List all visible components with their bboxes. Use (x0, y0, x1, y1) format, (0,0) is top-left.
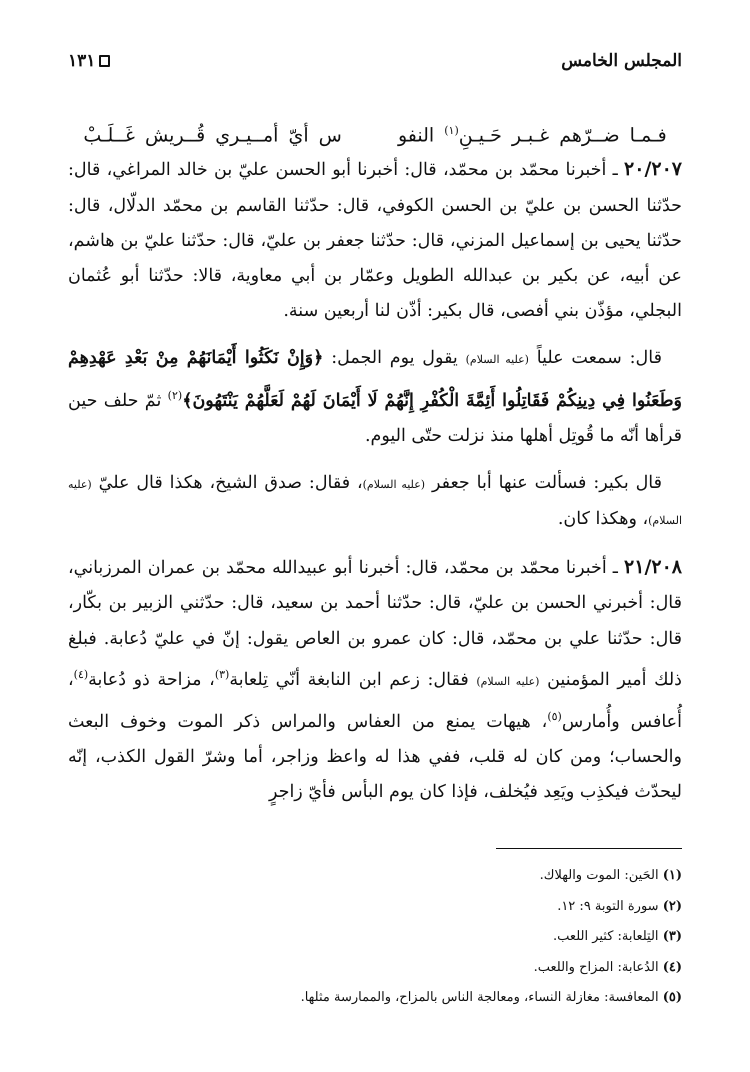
paragraph-quran (68, 341, 682, 453)
footnote-5: (٥) المعافسة: مغازلة النساء، ومعالجة الناس بالمزاح، والممارسة مثلها. (300, 990, 682, 1006)
paragraph-bukayr (68, 466, 682, 538)
poetry-verse (68, 114, 682, 152)
footnotes (68, 861, 682, 1014)
footnote-4: (٤) الدُعابة: المزاح واللعب. (533, 959, 682, 975)
blessing-text: (عليه السلام) (465, 353, 529, 367)
blessing-text: (عليه السلام) (362, 477, 426, 491)
hadith-text: ، أُعافس وأُمارس (68, 669, 682, 732)
footnote-marker: (٣) (214, 667, 230, 681)
para-text: ثمّ حلف حين قرأها أنّه ما قُوتِل أهلها منذ نزلت حتّى اليوم. (68, 390, 682, 446)
footnote-marker: (٢) (167, 388, 183, 402)
para-text: قال بكير: فسألت عنها أبا جعفر (431, 472, 662, 493)
hadith-number: ٢١/٢٠٨ (624, 556, 682, 579)
page-header (68, 46, 682, 76)
footnote-2: (٢) سورة التوبة ٩: ١٢. (557, 898, 682, 914)
chapter-title: المجلس الخامس (561, 51, 682, 71)
hadith-208 (68, 550, 682, 810)
footnote-marker: (٥) (547, 709, 562, 723)
hadith-text: ـ أخبرنا محمّد بن محمّد، قال: أخبرنا أبو الحسن عليّ بن خالد المراغي، قال: حدّثنا الحسن بن عليّ بن الحسن الكوفي، قال: حدّثنا القاسم بن محمّد الدلّال، قال: حدّثنا يحيى بن إسماعيل المزني، قال: حدّثنا جعفر بن عليّ، قال: حدّثنا عليّ بن هاشم، عن أبيه، عن بكير بن عبدالله الطويل وعمّار بن أبي معاوية، قالا: حدّثنا أبو عُثمان البجلي، مؤذّن بني أفصى، قال بكير: أذّن لنا أربعين سنة. (68, 160, 682, 322)
para-text: ، وهكذا كان. (557, 508, 649, 529)
quran-verse: ﴿وَإِنْ نَكَثُوا أَيْمَانَهُمْ مِنْ بَعْدِ عَهْدِهِمْ وَطَعَنُوا فِي دِينِكُمْ فَقَاتِلُوا أَئِمَّةَ الْكُفْرِ إِنَّهُمْ لَا أَيْمَانَ لَهُمْ لَعَلَّهُمْ يَنْتَهُونَ﴾ (68, 348, 682, 411)
footnote-marker: (١) (444, 124, 459, 137)
hadith-text: ، هيهات يمنع من العفاس والمراس ذكر الموت وخوف البعث والحساب؛ ومن كان له قلب، ففي هذا له واعظ وزاجر، أما وشرّ القول الكذب، إنّه ليحدّث فيكذِب ويَعِد فيُخلف، فإذا كان يوم البأس فأيّ زاجرٍ (68, 711, 682, 803)
footnote-marker: (٤) (73, 667, 89, 681)
para-text: ، فقال: صدق الشيخ، هكذا قال عليّ (98, 472, 363, 493)
para-text: يقول يوم الجمل: (331, 348, 458, 369)
footnote-3: (٣) التِلعابة: كثير اللعب. (553, 929, 682, 945)
footnote-divider (496, 848, 682, 849)
hadith-207 (68, 152, 682, 329)
square-box-icon (99, 55, 110, 67)
verse-part-2: النفو (397, 124, 435, 147)
hadith-number: ٢٠/٢٠٧ (624, 158, 682, 181)
blessing-text: (عليه السلام) (476, 674, 540, 688)
hadith-text: ، مزاحة ذو دُعابة (88, 669, 215, 690)
page-number-text: ١٣١ (68, 51, 96, 71)
verse-part-3: س أيّ أمــيـري قُــريش غَــلَـبْ (83, 124, 342, 147)
hadith-text: ـ أخبرنا محمّد بن محمّد، قال: أخبرنا أبو عبيدالله محمّد بن عمران المرزباني، قال: أخبرني الحسن بن عليّ، قال: حدّثنا أحمد بن سعيد، قال: حدّثني الزبير بن بكّار، قال: حدّثنا علي بن محمّد، قال: كان عمرو بن العاص يقول: إنّ في عليّ دُعابة. فبلغ ذلك أمير المؤمنين (68, 558, 682, 690)
blessing-text: (عليه السلام) (68, 477, 682, 527)
page-number (68, 51, 110, 71)
para-text: قال: سمعت علياً (536, 348, 662, 369)
verse-part-1: فـمـا ضــرّهم غـبـر حَـيـنِ (458, 124, 667, 147)
footnote-1: (١) الحَين: الموت والهلاك. (539, 868, 682, 884)
hadith-text: فقال: زعم ابن النابغة أنّي تِلعابة (229, 669, 469, 690)
